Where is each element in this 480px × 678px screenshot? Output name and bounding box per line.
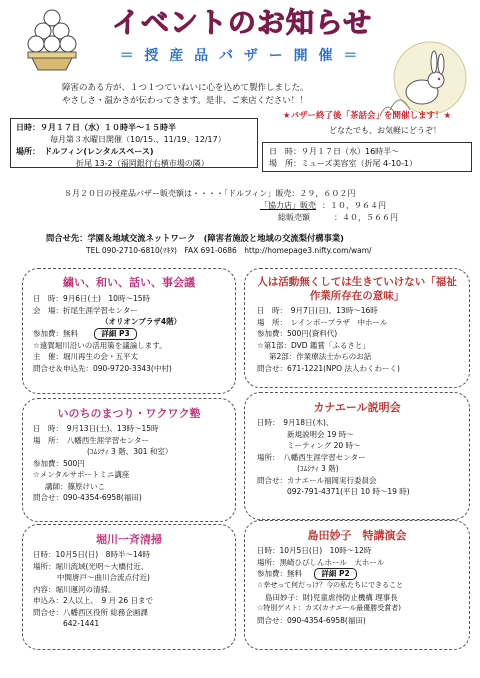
event-line: 場所：堀川流域(光明〜大橋付近、 (33, 561, 149, 571)
event-line: 申込み：2人以上、 9 月 26 日まで (33, 596, 153, 605)
event-line: (ｺﾑｼﾃｨ 3 階) (297, 464, 339, 473)
event-line: 日時： 9月18日(木)、 (257, 418, 334, 427)
sales-total-value: ：４０，５６６円 (334, 213, 398, 222)
event-line: 問合せ：671-1221(NPO 法人わくわーく) (257, 363, 400, 373)
event-title: いのちのまつり・ワクワク塾 (57, 407, 201, 420)
sales-partner-value: ：１０，９６４円 (322, 201, 386, 210)
intro-text (62, 82, 362, 108)
bazaar-address: 折尾 13-2（福岡銀行右横市場の隣） (76, 159, 209, 168)
event-line: 主 催：堀川再生の会・五平太 (33, 352, 138, 361)
event-line: ☆遠賀堀川沿いの活用策を議論します。 (33, 340, 167, 350)
event-line: 日時：10月5日(日) 8時半〜14時 (33, 550, 150, 559)
event-line: 参加費：500円(資料代) (257, 329, 338, 338)
event-line: ☆第1部：DVD 鑑賞「ふるさと」 (257, 340, 370, 350)
event-line: 場所：黒崎ひびしんホール 大ホール (257, 557, 385, 567)
event-line: 問合せ：八幡西区役所 総務企画課 (33, 607, 148, 617)
intro-line: 障害のある方が、１つ１つていねいに心を込めて製作しました。 (62, 83, 309, 93)
contact-phone-url: TEL 090-2710-6810(ﾏｷﾀ) FAX 691-0686 http://homepage3.nifty.com/wam/ (86, 246, 372, 255)
event-line: 642-1441 (63, 619, 100, 628)
event-line: 第2部：作業療法士からのお話 (269, 352, 372, 361)
tsukimi-dango-illustration (22, 4, 82, 74)
event-line: ☆メンタルサポートミニ講座 (33, 470, 130, 479)
event-line: 場 所： 八幡西生涯学習センター (33, 435, 149, 445)
event-title: 人は活動無くしては生きていけない「福祉作業所存在の意味」 (257, 276, 457, 302)
event-line: 島田妙子：財)児童虐待防止機構 理事長 (265, 592, 398, 602)
event-line: 日 時：9月6日(土) 10時〜15時 (33, 294, 150, 303)
event-title: 島田妙子 特講演会 (307, 529, 407, 542)
event-title: カナエール説明会 (313, 401, 401, 414)
event-card-shimada-lecture (244, 520, 470, 650)
event-line: (ｺﾑｼﾃｨ 3 階、301 和室） (87, 447, 173, 456)
event-line: 講師：篠原けいこ (45, 481, 105, 491)
event-line: 場所： 八幡西生涯学習センター (257, 452, 366, 462)
bazaar-info-box (10, 118, 258, 168)
event-line: 中間唐戸〜曲川合流点付近) (57, 573, 150, 582)
bazaar-place: 場所： ドルフィン(レンタルスペース) (16, 147, 154, 156)
detail-page-badge: 詳細 P2 (314, 568, 356, 580)
bazaar-datetime: 日時：９月１７日（水）１０時半〜１５時半 (16, 123, 176, 132)
sales-dolphin: ８月２０日の授産品バザー販売額は・・・・「ドルフィン」販売：２９，６０２円 (64, 189, 356, 198)
page-title: イベントのお知らせ (111, 6, 373, 39)
event-line: ミーティング 20 時〜 (287, 441, 361, 450)
event-line: 参加費：無料 (257, 569, 302, 578)
event-title: 繍い、和い、話い、事会議 (63, 276, 195, 289)
event-line: ☆特別ゲスト：カズ(カナエール最優勝受賞者) (257, 604, 402, 612)
event-line: 場 所： レインボープラザ 中ホール (257, 317, 388, 327)
event-line: 参加費：500円 (33, 458, 85, 468)
event-card-welfare-lecture (244, 268, 470, 388)
event-line: ☆幸せって何だっけ？今の私たちにできること (257, 581, 404, 589)
sales-partner-label: 「協力店」販売 (260, 201, 316, 210)
event-line: 日 時： 9月13日(土)、13時〜15時 (33, 424, 159, 433)
event-card-meeting (22, 268, 236, 394)
event-line: 問合せ＆申込先：090-9720-3343(中村) (33, 363, 172, 373)
tea-party-headline: ★バザー終了後「茶話会」を開催します！★ (282, 111, 452, 121)
intro-line: やさしさ・温かさが伝わってきます。是非、ご来店ください！！ (62, 96, 308, 106)
event-card-life-festival (22, 398, 236, 522)
event-line: （オリオンプラザ4階） (101, 317, 182, 326)
event-line: 参加費：無料 (33, 328, 78, 338)
detail-page-badge: 詳細 P3 (94, 328, 136, 340)
event-title: 堀川一斉清掃 (96, 533, 162, 546)
tea-party-welcome: どなたでも、お気軽にどうぞ！ (329, 126, 441, 135)
event-line: 内容：堀川運河の清掃。 (33, 584, 116, 594)
event-line: 日 時： 9月7日(日)、13時〜16時 (257, 306, 378, 315)
tea-party-datetime: 日 時：９月１７日（水）16時半〜 (269, 147, 400, 156)
contact-info (46, 232, 466, 257)
sales-total-label: 総販売額 (278, 213, 310, 222)
tea-party-box (262, 142, 472, 172)
event-card-river-cleanup (22, 524, 236, 650)
bazaar-schedule: 毎月第３水曜日開催（10/15.、11/19、12/17） (50, 135, 226, 144)
event-line: 日時：10月5日(日) 10時〜12時 (257, 546, 372, 555)
sales-summary (64, 188, 464, 224)
event-line: 092-791-4371(平日 10 時〜19 時) (287, 487, 410, 496)
page-subtitle: ＝ 授 産 品 バ ザ ー 開 催 ＝ (119, 48, 361, 64)
tea-party-place: 場 所：ミューズ美容室（折尾 4-10-1） (269, 159, 418, 168)
event-line: 会 場：折尾生涯学習センター (33, 305, 138, 315)
contact-organization: 問合せ先：学園＆地域交流ネットワーク (障害者施設と地域の交流梨付構事業) (46, 233, 344, 243)
event-line: 問合せ：カナエール福岡実行委員会 (257, 475, 377, 485)
event-line: 問合せ：090-4354-6958(福田) (33, 493, 142, 502)
event-card-kanaeru-briefing (244, 392, 470, 520)
event-line: 新規説明会 19 時〜 (287, 429, 354, 439)
event-line: 問合せ：090-4354-6958(福田) (257, 615, 366, 625)
